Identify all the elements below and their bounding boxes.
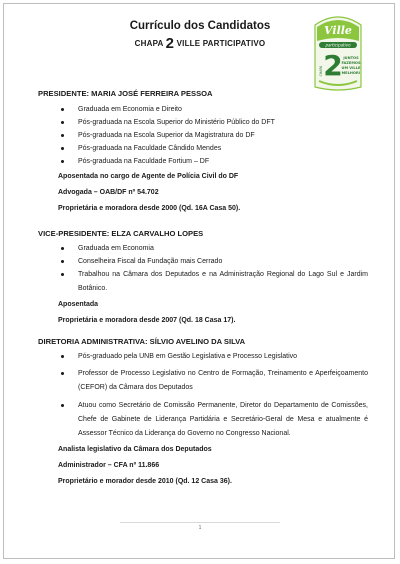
bullet-icon bbox=[61, 108, 64, 111]
logo-caption-line-4: MELHOR! bbox=[341, 71, 361, 75]
section-diretoria-administrativa bbox=[38, 336, 368, 488]
list-item bbox=[38, 242, 368, 255]
section-title: VICE-PRESIDENTE: ELZA CARVALHO LOPES bbox=[38, 229, 204, 238]
page-number: 1 bbox=[198, 525, 202, 531]
bullet-icon bbox=[61, 404, 64, 407]
logo-side-text: CHAPA bbox=[319, 65, 323, 77]
qualifications-list bbox=[38, 103, 368, 168]
logo-tagline: participativo bbox=[325, 42, 351, 48]
bullet-icon bbox=[61, 147, 64, 150]
list-item bbox=[38, 103, 368, 116]
bullet-icon bbox=[61, 355, 64, 358]
section-vice-presidente bbox=[38, 228, 368, 327]
list-item-text: Graduada em Economia e Direito bbox=[78, 106, 182, 113]
section-presidente bbox=[38, 88, 368, 215]
logo-number: 2 bbox=[323, 49, 343, 82]
list-item-text: Trabalhou na Câmara dos Deputados e na Administração Regional do Lago Sul e Jardim Botânico. bbox=[78, 271, 368, 292]
bullet-icon bbox=[61, 121, 64, 124]
qualifications-list bbox=[38, 242, 368, 296]
section-title: PRESIDENTE: MARIA JOSÉ FERREIRA PESSOA bbox=[38, 89, 213, 98]
list-item-text: Graduada em Economia bbox=[78, 245, 154, 252]
list-item bbox=[38, 255, 368, 268]
list-item bbox=[38, 350, 368, 363]
bullet-icon bbox=[61, 273, 64, 276]
list-item bbox=[38, 268, 368, 296]
list-item-text: Pós-graduada na Escola Superior da Magistratura do DF bbox=[78, 132, 255, 139]
bullet-icon bbox=[61, 260, 64, 263]
ville-participativo-logo bbox=[311, 9, 365, 91]
list-item-text: Atuou como Secretário de Comissão Permanente, Diretor do Departamento de Comissões, Chefe de Gabinete de Liderança Partidária e Secretário-Geral de Mesa e atualmente é Assessor Técnico da Liderança do Governo no Congresso Nacional. bbox=[78, 402, 368, 437]
note-line: Analista legislativo da Câmara dos Deputados bbox=[58, 446, 212, 453]
list-item-text: Professor de Processo Legislativo no Centro de Formação, Treinamento e Aperfeiçoamento (CEFOR) da Câmara dos Deputados bbox=[78, 370, 368, 391]
logo-caption-line-1: JUNTOS bbox=[343, 56, 359, 60]
list-item-text: Pós-graduada na Faculdade Cândido Mendes bbox=[78, 145, 222, 152]
list-item bbox=[38, 116, 368, 129]
note-line: Proprietária e moradora desde 2000 (Qd. 16A Casa 50). bbox=[58, 205, 241, 212]
logo-caption-line-3: UM VILLE bbox=[341, 66, 361, 70]
list-item bbox=[38, 155, 368, 168]
list-item-text: Pós-graduado pela UNB em Gestão Legislativa e Processo Legislativo bbox=[78, 353, 298, 360]
list-item-text: Pós-graduada na Escola Superior do Ministério Público do DFT bbox=[78, 119, 275, 126]
chapa-suffix: VILLE PARTICIPATIVO bbox=[176, 39, 266, 48]
list-item bbox=[38, 367, 368, 395]
note-line: Administrador – CFA nº 11.866 bbox=[58, 462, 160, 469]
note-line: Aposentada bbox=[58, 301, 99, 308]
note-line: Aposentada no cargo de Agente de Polícia Civil do DF bbox=[58, 173, 239, 180]
chapa-number: 2 bbox=[165, 35, 175, 52]
footer-divider bbox=[120, 522, 280, 523]
note-line: Proprietário e morador desde 2010 (Qd. 12 Casa 36). bbox=[58, 478, 232, 485]
note-line: Proprietária e moradora desde 2007 (Qd. 18 Casa 17). bbox=[58, 317, 236, 324]
list-item-text: Conselheira Fiscal da Fundação mais Cerrado bbox=[78, 258, 223, 265]
section-title: DIRETORIA ADMINISTRATIVA: SÍLVIO AVELINO DA SILVA bbox=[38, 337, 246, 346]
bullet-icon bbox=[61, 160, 64, 163]
note-line: Advogada – OAB/DF nº 54.702 bbox=[58, 189, 159, 196]
list-item bbox=[38, 129, 368, 142]
list-item bbox=[38, 399, 368, 441]
list-item bbox=[38, 142, 368, 155]
bullet-icon bbox=[61, 247, 64, 250]
bullet-icon bbox=[61, 134, 64, 137]
list-item-text: Pós-graduada na Faculdade Fortium – DF bbox=[78, 158, 210, 165]
chapa-prefix: CHAPA bbox=[134, 39, 164, 48]
qualifications-list bbox=[38, 350, 368, 441]
logo-word: Ville bbox=[324, 24, 352, 37]
document-title: Currículo dos Candidatos bbox=[129, 20, 271, 32]
logo-caption-line-2: FAZEMOS bbox=[341, 61, 361, 65]
bullet-icon bbox=[61, 372, 64, 375]
